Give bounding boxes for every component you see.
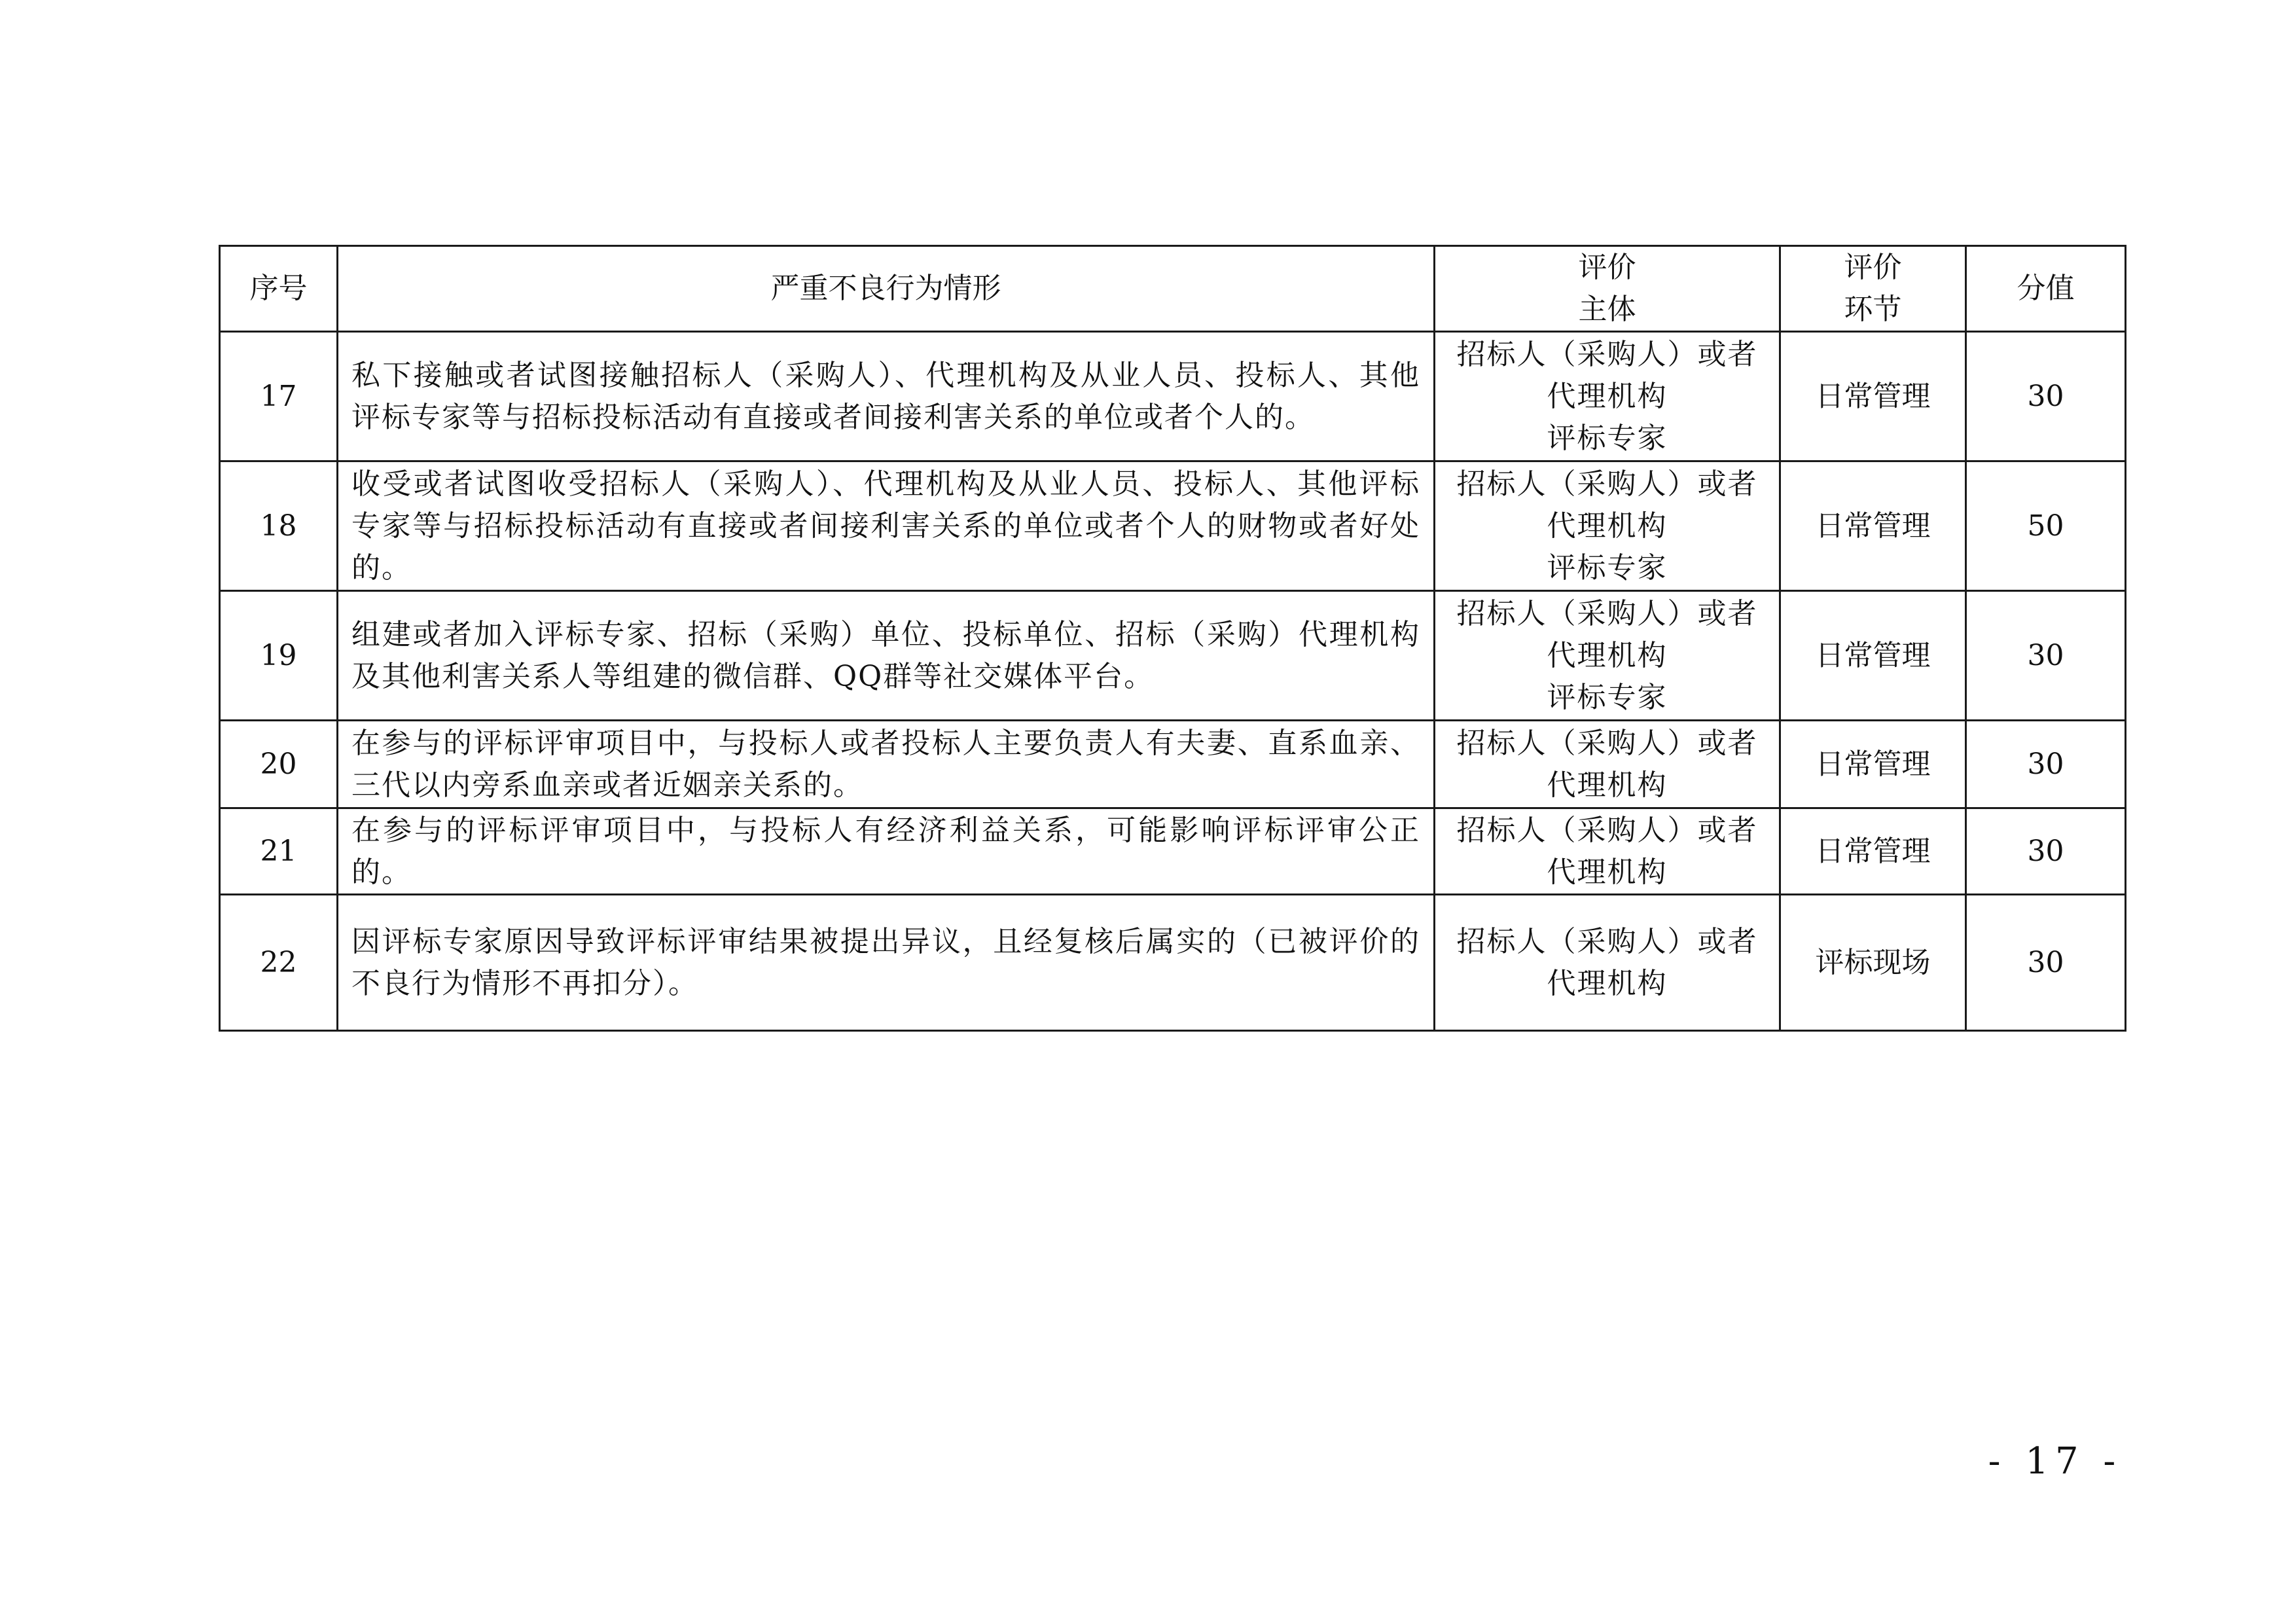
row-description: 私下接触或者试图接触招标人（采购人）、代理机构及从业人员、投标人、其他评标专家等与招标投标活动有直接或者间接利害关系的单位或者个人的。 xyxy=(338,332,1435,461)
page-number: - 17 - xyxy=(1988,1440,2123,1483)
subject-line: 招标人（采购人）或者 xyxy=(1456,596,1758,630)
header-score: 分值 xyxy=(1966,246,2126,332)
table-row xyxy=(220,332,2126,461)
row-subject xyxy=(1435,808,1780,895)
header-no: 序号 xyxy=(220,246,338,332)
row-description: 组建或者加入评标专家、招标（采购）单位、投标单位、招标（采购）代理机构及其他利害关系人等组建的微信群、QQ群等社交媒体平台。 xyxy=(338,591,1435,721)
header-evaluation-subject xyxy=(1435,246,1780,332)
row-score: 50 xyxy=(1966,461,2126,591)
table-row xyxy=(220,895,2126,1031)
subject-line: 招标人（采购人）或者 xyxy=(1456,467,1758,501)
subject-line: 代理机构 xyxy=(1547,966,1668,1000)
row-subject xyxy=(1435,895,1780,1031)
subject-line: 招标人（采购人）或者 xyxy=(1456,924,1758,958)
row-stage: 日常管理 xyxy=(1780,721,1966,808)
row-score: 30 xyxy=(1966,591,2126,721)
header-subject-line1: 评价 xyxy=(1578,251,1636,284)
header-stage-line2: 环节 xyxy=(1844,293,1902,326)
subject-line: 代理机构 xyxy=(1547,638,1668,672)
row-stage: 日常管理 xyxy=(1780,332,1966,461)
row-score: 30 xyxy=(1966,332,2126,461)
header-evaluation-stage xyxy=(1780,246,1966,332)
subject-line: 招标人（采购人）或者 xyxy=(1456,337,1758,371)
subject-line: 代理机构 xyxy=(1547,855,1668,889)
row-subject xyxy=(1435,461,1780,591)
row-score: 30 xyxy=(1966,895,2126,1031)
row-subject xyxy=(1435,721,1780,808)
row-number: 21 xyxy=(220,808,338,895)
header-subject-line2: 主体 xyxy=(1578,293,1636,326)
table-header-row xyxy=(220,246,2126,332)
row-score: 30 xyxy=(1966,721,2126,808)
subject-line: 代理机构 xyxy=(1547,379,1668,413)
subject-line: 代理机构 xyxy=(1547,509,1668,543)
row-subject xyxy=(1435,591,1780,721)
subject-line: 代理机构 xyxy=(1547,768,1668,802)
row-stage: 评标现场 xyxy=(1780,895,1966,1031)
violation-table xyxy=(219,245,2126,1032)
header-description: 严重不良行为情形 xyxy=(338,246,1435,332)
table-row xyxy=(220,461,2126,591)
table-row xyxy=(220,721,2126,808)
row-number: 18 xyxy=(220,461,338,591)
header-stage-line1: 评价 xyxy=(1844,251,1902,284)
row-number: 20 xyxy=(220,721,338,808)
subject-line: 招标人（采购人）或者 xyxy=(1456,726,1758,760)
row-description: 在参与的评标评审项目中，与投标人或者投标人主要负责人有夫妻、直系血亲、三代以内旁系血亲或者近姻亲关系的。 xyxy=(338,721,1435,808)
violation-table-container xyxy=(219,245,2125,1032)
subject-line: 招标人（采购人）或者 xyxy=(1456,813,1758,847)
row-description: 因评标专家原因导致评标评审结果被提出异议，且经复核后属实的（已被评价的不良行为情形不再扣分）。 xyxy=(338,895,1435,1031)
table-row xyxy=(220,808,2126,895)
row-description: 收受或者试图收受招标人（采购人）、代理机构及从业人员、投标人、其他评标专家等与招标投标活动有直接或者间接利害关系的单位或者个人的财物或者好处的。 xyxy=(338,461,1435,591)
row-subject xyxy=(1435,332,1780,461)
row-number: 19 xyxy=(220,591,338,721)
row-stage: 日常管理 xyxy=(1780,591,1966,721)
row-stage: 日常管理 xyxy=(1780,461,1966,591)
subject-line: 评标专家 xyxy=(1547,680,1668,714)
row-description: 在参与的评标评审项目中，与投标人有经济利益关系，可能影响评标评审公正的。 xyxy=(338,808,1435,895)
subject-line: 评标专家 xyxy=(1547,421,1668,455)
row-stage: 日常管理 xyxy=(1780,808,1966,895)
row-score: 30 xyxy=(1966,808,2126,895)
row-number: 17 xyxy=(220,332,338,461)
row-number: 22 xyxy=(220,895,338,1031)
table-row xyxy=(220,591,2126,721)
subject-line: 评标专家 xyxy=(1547,550,1668,585)
